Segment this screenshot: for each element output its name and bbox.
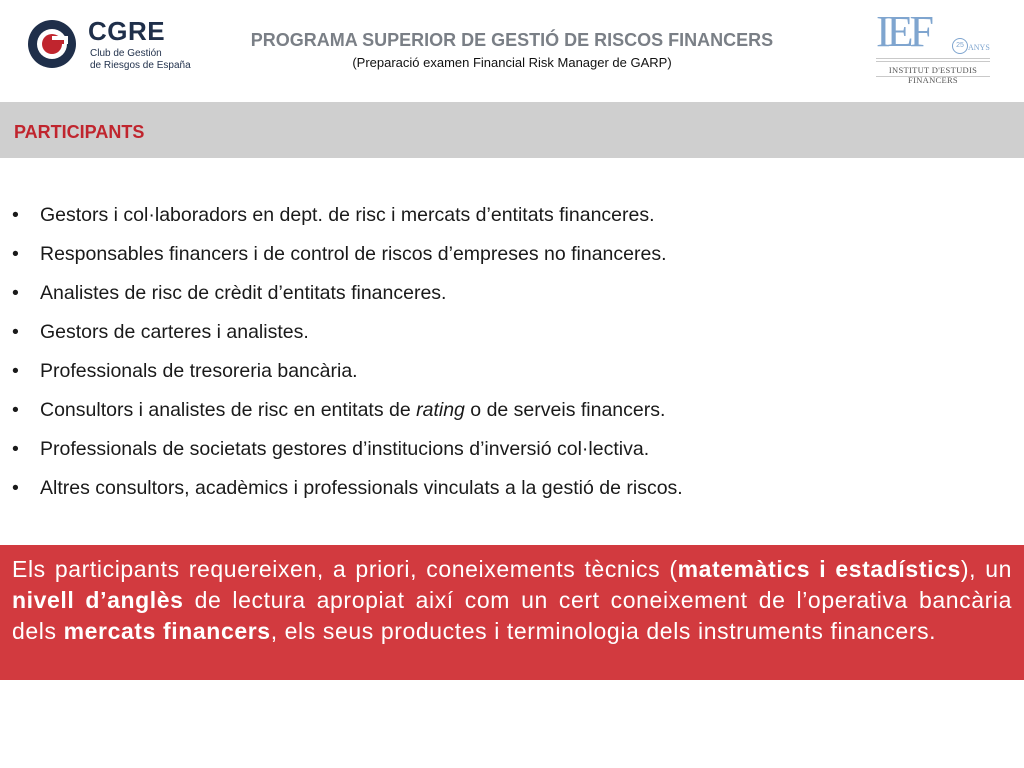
bullet-icon: •	[12, 477, 19, 499]
list-item	[0, 469, 1024, 508]
note-text-4: , els seus productes i terminologia dels instruments financers.	[270, 618, 937, 644]
list-item-text-post: o de serveis financers.	[464, 399, 666, 421]
list-item	[0, 430, 1024, 469]
list-item-text: Analistes de risc de crèdit d’entitats financeres.	[40, 282, 447, 304]
bullet-icon: •	[12, 282, 19, 304]
ief-logo	[874, 7, 992, 85]
ief-name: INSTITUT D'ESTUDIS FINANCERS	[888, 65, 978, 85]
ief-divider-bottom	[876, 76, 990, 77]
note-text-1: Els participants requereixen, a priori, coneixements tècnics (	[12, 556, 678, 582]
cgre-logo-icon	[26, 18, 78, 70]
note-bold-english: nivell d’anglès	[12, 587, 184, 613]
bullet-icon: •	[12, 399, 19, 421]
note-text-3: de lectura apropiat així com un cert coneixement de l’operativa bancària dels	[12, 587, 1013, 644]
requirements-note	[0, 545, 1024, 680]
cgre-title: CGRE	[88, 16, 166, 46]
list-item-text-emphasis: rating	[416, 399, 465, 421]
ief-divider	[876, 58, 990, 62]
list-item-text	[40, 399, 665, 421]
ief-anys-label: ANYS	[968, 43, 990, 52]
list-item-text: Responsables financers i de control de riscos d’empreses no financeres.	[40, 243, 667, 265]
list-item-text: Altres consultors, acadèmics i professionals vinculats a la gestió de riscos.	[40, 477, 683, 499]
list-item-text: Gestors de carteres i analistes.	[40, 321, 309, 343]
page-subtitle: (Preparació examen Financial Risk Manager de GARP)	[352, 55, 672, 70]
ief-years-badge: 25	[952, 38, 968, 54]
cgre-subtitle	[90, 48, 191, 72]
list-item-text: Professionals de tresoreria bancària.	[40, 360, 358, 382]
list-item	[0, 274, 1024, 313]
bullet-icon: •	[12, 360, 19, 382]
note-bold-math: matemàtics i estadístics	[677, 556, 961, 582]
ief-logo-letters: IEF	[876, 7, 930, 56]
list-item	[0, 391, 1024, 430]
note-bold-markets: mercats financers	[63, 618, 271, 644]
participants-list	[0, 196, 1024, 508]
bullet-icon: •	[12, 204, 19, 226]
bullet-icon: •	[12, 243, 19, 265]
list-item-text: Gestors i col·laboradors en dept. de risc i mercats d’entitats financeres.	[40, 204, 655, 226]
section-title: PARTICIPANTS	[14, 122, 145, 142]
page-title: PROGRAMA SUPERIOR DE GESTIÓ DE RISCOS FINANCERS	[250, 30, 774, 50]
list-item-text: Professionals de societats gestores d’institucions d’inversió col·lectiva.	[40, 438, 650, 460]
requirements-note-text	[12, 554, 1012, 647]
cgre-subtitle-line2: de Riesgos de España	[90, 60, 191, 71]
section-header	[0, 102, 1024, 158]
list-item	[0, 352, 1024, 391]
note-text-2: ), un	[960, 556, 1012, 582]
list-item-text-pre: Consultors i analistes de risc en entitats de	[40, 399, 417, 421]
bullet-icon: •	[12, 321, 19, 343]
cgre-logo	[26, 14, 206, 74]
list-item	[0, 196, 1024, 235]
bullet-icon: •	[12, 438, 19, 460]
list-item	[0, 313, 1024, 352]
list-item	[0, 235, 1024, 274]
cgre-subtitle-line1: Club de Gestión	[90, 48, 162, 59]
